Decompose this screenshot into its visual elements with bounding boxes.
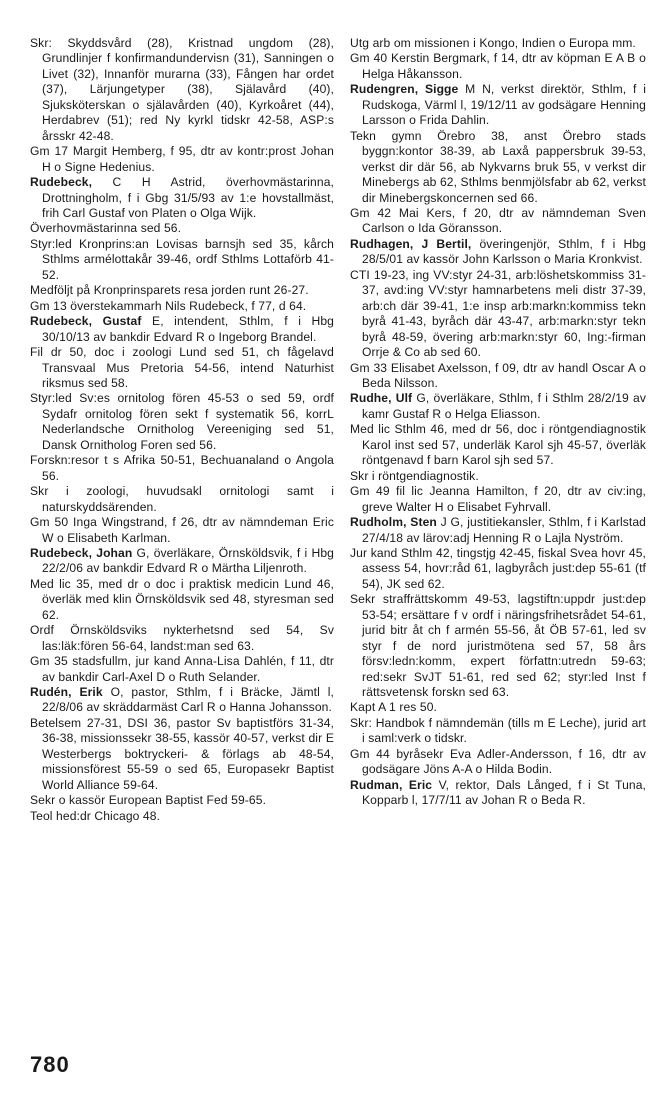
biography-entry-heading (30, 175, 334, 221)
biography-entry-paragraph (350, 747, 646, 778)
entry-text: G, överläkare, Sthlm, f i Sthlm 28/2/19 av kamr Gustaf R o Helga Eliasson. (362, 391, 646, 421)
biography-entry-paragraph (350, 716, 646, 747)
entry-text: Gm 40 Kerstin Bergmark, f 14, dtr av köpman E A B o Helga Håkansson. (350, 51, 646, 81)
biography-entry-paragraph (30, 237, 334, 283)
biography-entry-paragraph (350, 51, 646, 82)
biography-entry-paragraph (350, 484, 646, 515)
entry-text: Betelsem 27-31, DSI 36, pastor Sv baptistförs 31-34, 36-38, missionssekr 38-55, kassör 40-57, verkst dir E Westerbergs boktryckeri- & förlags ab 48-54, missionsförest 55-59 o sed 65, Europasekr Baptist World Alliance 59-64. (30, 715, 334, 792)
entry-text: Kapt A 1 res 50. (350, 700, 437, 715)
biography-entry-paragraph (30, 716, 334, 793)
entry-text: Skr: Handbok f nämndemän (tills m E Leche), jurid art i saml:verk o tidskr. (350, 715, 646, 746)
entry-text: Gm 50 Inga Wingstrand, f 26, dtr av nämndeman Eric W o Elisabeth Karlman. (30, 515, 334, 545)
biography-entry-paragraph (350, 206, 646, 237)
entry-text: O, pastor, Sthlm, f i Bräcke, Jämtl l, 22/8/06 av skräddarmäst Carl R o Hanna Johansson. (42, 685, 334, 715)
entry-text: överingenjör, Sthlm, f i Hbg 28/5/01 av kassör John Karlsson o Maria Kronkvist. (362, 236, 646, 267)
biography-entry-paragraph (30, 36, 334, 144)
biography-entry-paragraph (350, 592, 646, 700)
entry-text: Med lic 35, med dr o doc i praktisk medicin Lund 46, överläk med klin Örnsköldsvik sed 48, styresman sed 62. (30, 576, 334, 622)
entry-name: Rudholm, Sten (350, 515, 437, 530)
entry-text: Styr:led Sv:es ornitolog fören 45-53 o sed 59, ordf Sydafr ornitolog fören sekt f systematik 56, korrL Nederlandsche Ornitholog Vereeniging sed 51, Dansk Ornitholog Foren sed 56. (30, 391, 334, 452)
entry-name: Rudén, Erik (30, 685, 103, 700)
entry-text: Skr i röntgendiagnostik. (350, 468, 479, 483)
right-column (350, 36, 646, 809)
entry-name: Rudengren, Sigge (350, 82, 459, 97)
biography-entry-paragraph (30, 345, 334, 391)
biography-entry-heading (350, 82, 646, 128)
entry-text: Jur kand Sthlm 42, tingstjg 42-45, fiskal Svea hovr 45, assess 54, hovr:råd 61, lagbyråch just:dep 55-61 (tf 54), JK sed 62. (350, 545, 646, 591)
entry-text: Gm 44 byråsekr Eva Adler-Andersson, f 16, dtr av godsägare Jöns A-A o Hilda Bodin. (350, 746, 646, 777)
entry-text: Teol hed:dr Chicago 48. (30, 808, 161, 823)
entry-text: Gm 17 Margit Hemberg, f 95, dtr av kontr:prost Johan H o Signe Hedenius. (30, 144, 334, 174)
biography-entry-paragraph (350, 268, 646, 361)
entry-name: Rudman, Eric (350, 777, 433, 792)
entry-name: Rudhe, Ulf (350, 391, 413, 406)
biography-entry-paragraph (350, 700, 646, 715)
entry-text: CTI 19-23, ing VV:styr 24-31, arb:löshetskommiss 31-37, avd:ing VV:styr hamnarbetens meli distr 37-39, arb:ch där 39-41, 1:e insp arb:markn:kommiss tekn byrå 41-43, byråch där 43-47, arb:markn:styr tekn byrå 48-59, övering arb:markn:styr 60, Ing:-firman Orrje & Co ab sed 60. (350, 267, 646, 360)
biography-entry-heading (30, 314, 334, 345)
biography-entry-paragraph (30, 623, 334, 654)
biography-entry-paragraph (30, 144, 334, 175)
left-column (30, 36, 334, 824)
entry-text: Skr i zoologi, huvudsakl ornitologi samt i naturskyddsärenden. (30, 484, 334, 514)
entry-text: Gm 33 Elisabet Axelsson, f 09, dtr av handl Oscar A o Beda Nilsson. (350, 360, 646, 390)
entry-text: Överhovmästarinna sed 56. (30, 221, 182, 236)
entry-text: Tekn gymn Örebro 38, anst Örebro stads byggn:kontor 38-39, ab Laxå pappersbruk 39-53, verkst dir där 56, ab Nykvarns bruk 55, v verkst dir Minebergs ab 62, Sthlms benmjölsfabr ab 62, verkst dir Minebergskoncernen sed 66. (350, 128, 646, 205)
biography-entry-paragraph (30, 453, 334, 484)
entry-text: M N, verkst direktör, Sthlm, f i Rudskoga, Värml l, 19/12/11 av godsägare Henning Larsson o Frida Dahlin. (362, 82, 647, 128)
entry-text: Gm 49 fil lic Jeanna Hamilton, f 20, dtr av civ:ing, greve Walter H o Elisabet Fyhrvall. (350, 484, 646, 514)
biography-entry-paragraph (30, 299, 334, 314)
biography-entry-paragraph (30, 577, 334, 623)
entry-text: Skr: Skyddsvård (28), Kristnad ungdom (28), Grundlinjer f konfirmandundervisn (31), Sanningen o Livet (32), Innanför murarna (33), Fången har ordet (37), Lärjungetyper (38), Själavård (40), Sjuksköterskan o själavården (40), Kyrkoåret (44), Herdabrev (51); red Ny kyrkl tidskr 42-58, ASP:s årsskr 42-48. (30, 36, 334, 143)
entry-text: J G, justitiekansler, Sthlm, f i Karlstad 27/4/18 av lärov:adj Henning R o Lajla Nyström. (362, 515, 646, 545)
entry-text: Ordf Örnsköldsviks nykterhetsnd sed 54, Sv las:läk:fören 56-64, landst:man sed 63. (30, 623, 334, 653)
entry-text: Sekr o kassör European Baptist Fed 59-65. (30, 793, 267, 808)
entry-name: Rudhagen, J Bertil, (350, 236, 472, 251)
biography-entry-paragraph (30, 391, 334, 453)
entry-text: V, rektor, Dals Långed, f i St Tuna, Kopparb l, 17/7/11 av Johan R o Beda R. (362, 777, 647, 808)
biography-entry-paragraph (350, 422, 646, 468)
entry-text: Med lic Sthlm 46, med dr 56, doc i röntgendiagnostik Karol inst sed 57, underläk Karol sjh 45-57, överläk röntgenavd f barn Karol sjh sed 57. (350, 422, 646, 468)
entry-text: E, intendent, Sthlm, f i Hbg 30/10/13 av bankdir Edvard R o Ingeborg Brandel. (42, 314, 335, 344)
entry-text: Utg arb om missionen i Kongo, Indien o Europa mm. (350, 36, 636, 50)
entry-name: Rudebeck, (30, 175, 93, 190)
page-number: 780 (30, 1052, 70, 1077)
biography-entry-heading (350, 237, 646, 268)
entry-text: Forskn:resor t s Afrika 50-51, Bechuanaland o Angola 56. (30, 453, 334, 483)
biography-entry-heading (30, 546, 334, 577)
biography-entry-paragraph (30, 515, 334, 546)
biography-entry-heading (350, 778, 646, 809)
biography-entry-paragraph (350, 546, 646, 592)
entry-text: Fil dr 50, doc i zoologi Lund sed 51, ch fågelavd Transvaal Mus Pretoria 54-56, intend Naturhist riksmus sed 58. (30, 345, 334, 390)
entry-text: Sekr straffrättskomm 49-53, lagstiftn:uppdr just:dep 53-54; ersättare f v ordf i näringsfrihetsrådet 54-61, jurid bitr åt ch f armén 55-56, åt ÖB 57-61, led sv styr f de nord juristmötena sed 57, 58 års försv:ledn:komm, expert författn:utredn 59-63; red:sekr SvJT 51-61, red sed 62; styr:led Inst f rättsvetensk forskn sed 63. (350, 592, 646, 700)
entry-text: Medföljt på Kronprinsparets resa jorden runt 26-27. (30, 283, 309, 298)
entry-text: Gm 42 Mai Kers, f 20, dtr av nämndeman Sven Carlson o Ida Göransson. (350, 205, 646, 236)
biography-entry-paragraph (30, 283, 334, 298)
entry-text: C H Astrid, överhovmästarinna, Drottningholm, f i Gbg 31/5/93 av 1:e hovstallmäst, frih Carl Gustaf von Platen o Olga Wijk. (42, 175, 334, 220)
biography-entry-paragraph (350, 36, 646, 51)
entry-text: Gm 35 stadsfullm, jur kand Anna-Lisa Dahlén, f 11, dtr av bankdir Carl-Axel D o Ruth Selander. (30, 654, 334, 684)
entry-text: Styr:led Kronprins:an Lovisas barnsjh sed 35, kårch Sthlms armélottakår 39-46, ordf Sthlms Lottaförb 41-52. (30, 236, 334, 282)
biography-entry-paragraph (350, 469, 646, 484)
entry-name: Rudebeck, Gustaf (30, 314, 142, 329)
biography-entry-paragraph (30, 484, 334, 515)
biography-entry-heading (350, 391, 646, 422)
biography-entry-heading (30, 685, 334, 716)
biography-entry-paragraph (350, 361, 646, 392)
biography-entry-paragraph (30, 809, 334, 824)
biography-entry-paragraph (30, 221, 334, 236)
biography-entry-heading (350, 515, 646, 546)
entry-text: G, överläkare, Örnsköldsvik, f i Hbg 22/2/06 av bankdir Edvard R o Märtha Liljenroth. (42, 545, 334, 576)
entry-text: Gm 13 överstekammarh Nils Rudebeck, f 77, d 64. (30, 298, 307, 313)
biography-entry-paragraph (350, 129, 646, 206)
biography-entry-paragraph (30, 793, 334, 808)
biography-entry-paragraph (30, 654, 334, 685)
entry-name: Rudebeck, Johan (30, 545, 133, 560)
